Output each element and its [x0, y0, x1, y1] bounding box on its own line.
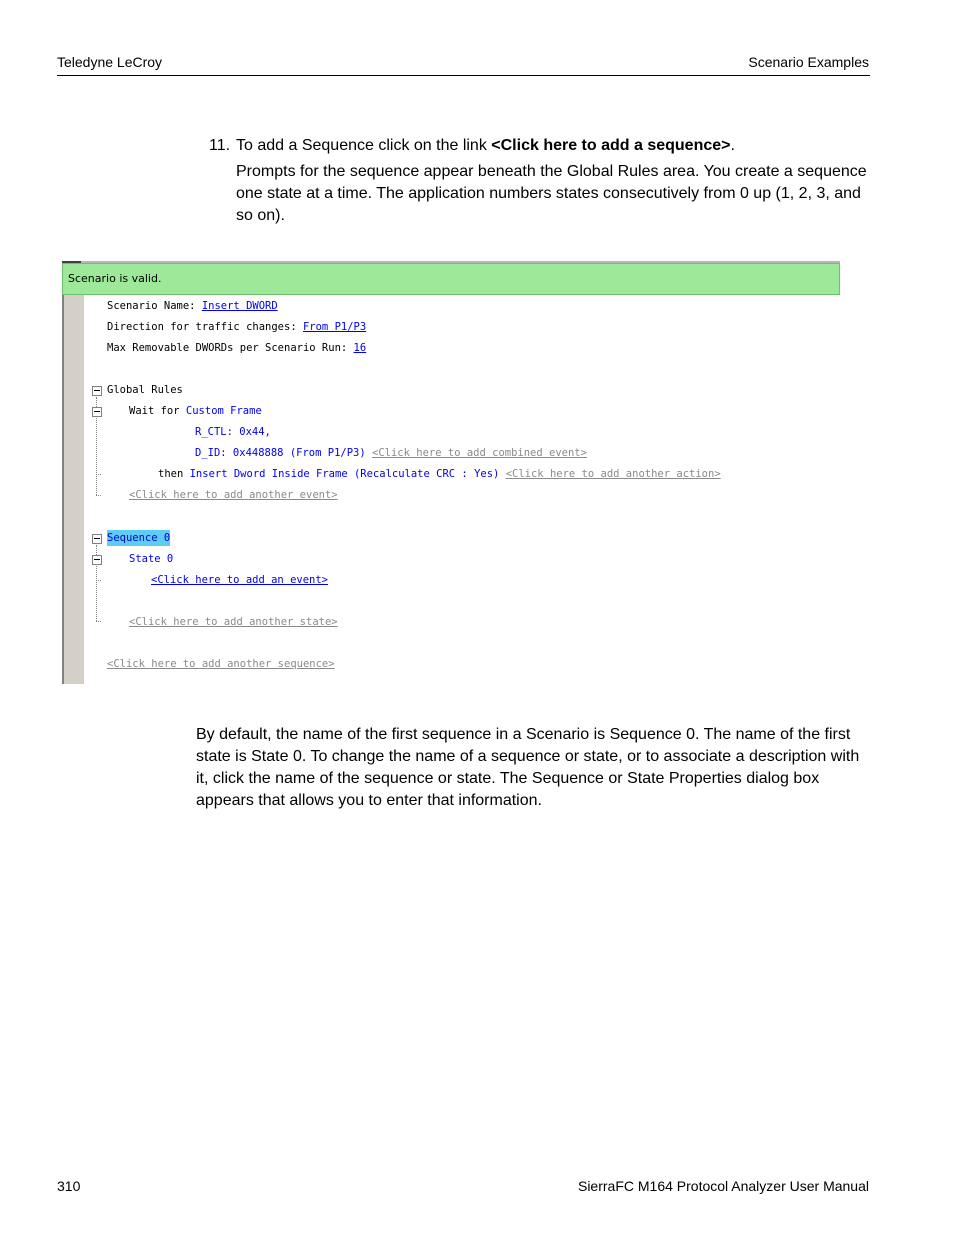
add-an-event-link[interactable]: <Click here to add an event>: [151, 574, 329, 586]
then-line: [158, 467, 721, 481]
then-label: then: [158, 468, 190, 480]
direction-link[interactable]: From P1/P3: [302, 321, 367, 333]
collapse-wait-icon[interactable]: [92, 407, 102, 417]
add-another-event-link[interactable]: <Click here to add another event>: [129, 489, 338, 501]
scenario-name-label: Scenario Name:: [107, 300, 202, 312]
scenario-name-line: [107, 299, 278, 313]
max-dwords-line: [107, 341, 366, 355]
add-another-action-link[interactable]: <Click here to add another action>: [505, 468, 721, 480]
header-left: Teledyne LeCroy: [57, 54, 163, 70]
d-id-line: [195, 446, 587, 460]
state-0-link[interactable]: State 0: [129, 553, 174, 565]
direction-label: Direction for traffic changes:: [107, 321, 303, 333]
step-number: 11.: [209, 137, 231, 154]
step-body: Prompts for the sequence appear beneath the Global Rules area. You create a sequence one state at a time. The application numbers states consecutively from 0 up (1, 2, 3, and so on).: [236, 163, 867, 224]
tree-branch: [96, 621, 101, 622]
header-right: Scenario Examples: [748, 54, 869, 70]
action-link[interactable]: Insert Dword Inside Frame (Recalculate CRC : Yes): [189, 468, 500, 480]
step-link-name: <Click here to add a sequence>: [491, 137, 731, 154]
tree-branch: [96, 474, 101, 475]
step-text-after: .: [730, 137, 735, 154]
add-another-sequence-link[interactable]: <Click here to add another sequence>: [107, 658, 335, 670]
step-text-before: To add a Sequence click on the link: [236, 137, 492, 154]
direction-line: [107, 320, 366, 334]
wait-for-label: Wait for: [129, 405, 186, 417]
add-another-event-line: [129, 488, 338, 502]
explanation-paragraph: By default, the name of the first sequence in a Scenario is Sequence 0. The name of the first state is State 0. To change the name of a sequence or state, or to associate a description with it, click the name of the sequence or state. The Sequence or State Properties dialog box appears that allows you to enter that information.: [196, 726, 860, 809]
add-another-sequence-line: [107, 657, 335, 671]
d-id-link[interactable]: D_ID: 0x448888 (From P1/P3): [195, 447, 366, 459]
add-another-state-line: [129, 615, 338, 629]
header-rule: [57, 75, 870, 76]
footer-manual-title: SierraFC M164 Protocol Analyzer User Manual: [577, 1178, 869, 1194]
collapse-state-icon[interactable]: [92, 555, 102, 565]
max-dwords-label: Max Removable DWORDs per Scenario Run:: [107, 342, 354, 354]
page-number: 310: [57, 1178, 81, 1194]
collapse-global-rules-icon[interactable]: [92, 386, 102, 396]
editor-gutter: [62, 295, 84, 684]
add-combined-event-link[interactable]: <Click here to add combined event>: [372, 447, 587, 459]
custom-frame-link[interactable]: Custom Frame: [185, 405, 262, 417]
status-text: Scenario is valid.: [68, 272, 162, 285]
add-another-state-link[interactable]: <Click here to add another state>: [129, 616, 338, 628]
add-event-line: [151, 573, 328, 587]
scenario-editor-screenshot: [62, 261, 840, 684]
collapse-sequence-icon[interactable]: [92, 534, 102, 544]
scenario-name-link[interactable]: Insert DWORD: [201, 300, 278, 312]
max-dwords-link[interactable]: 16: [353, 342, 367, 354]
sequence-line: [107, 531, 170, 545]
editor-gutter-edge: [62, 295, 64, 684]
r-ctl-link[interactable]: R_CTL: 0x44,: [195, 426, 271, 438]
step-11: [209, 135, 869, 157]
tree-branch: [96, 580, 101, 581]
tree-branch: [96, 495, 101, 496]
wait-for-line: [129, 404, 262, 418]
sequence-0-link[interactable]: Sequence 0: [107, 532, 171, 544]
status-banner: [62, 263, 840, 295]
global-rules-label: Global Rules: [107, 384, 183, 396]
